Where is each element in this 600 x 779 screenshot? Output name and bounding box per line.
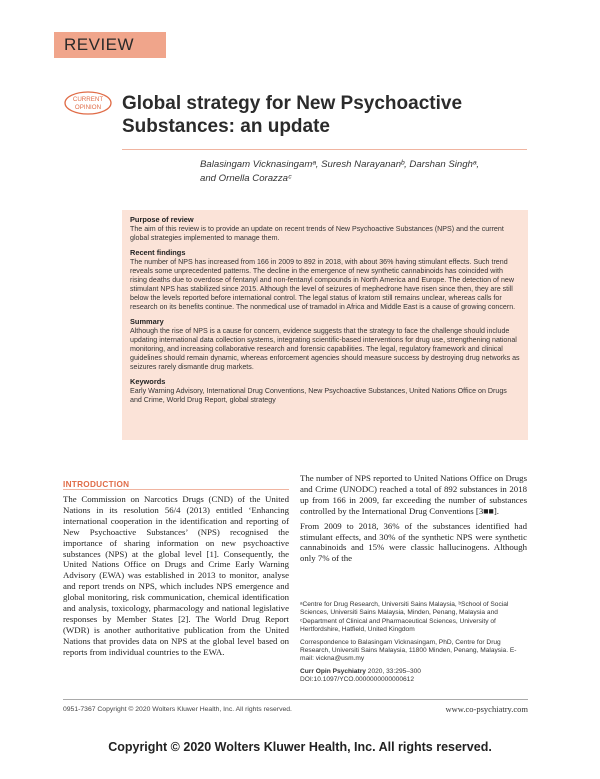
title-divider (122, 149, 527, 150)
summary-text: Although the rise of NPS is a cause for concern, evidence suggests that the strategy to face the challenge should include updating international data collection systems, integrating scientific-based interventions for drug use, strengthening national monitoring, and increasing collaborative research and forensic capabilities. The legal, regulatory framework and clinical guidelines should remain dynamic, whereas enforcement agencies should measure success by destroying drug networks as seizures rarely dismantle drug markets. (130, 327, 520, 371)
purpose-text: The aim of this review is to provide an update on recent trends of New Psychoactive Substances (NPS) and the current global strategies implemented to manage them. (130, 225, 504, 242)
logo-line2: OPINION (74, 104, 102, 111)
findings-text: The number of NPS has increased from 166 in 2009 to 892 in 2018, with about 36% having stimulant effects. Such trend reveals some unprecedented patterns. The decline in the emergence of new synthetic cannabinoids has coincided with rising deaths due to overdose of fentanyl and non-fentanyl compounds in North America and Europe. The detection of new stimulant NPS has stabilized since 2015. Although the level of seizures of mephedrone have risen since then, they are still below the levels reported before international control. The legal status of kratom still remains unclear, whereas calls for research on its benefits continue. The nonmedical use of tramadol in Africa and Middle East is a cause of growing concern. (130, 258, 516, 311)
body-column-right (300, 473, 527, 564)
intro-paragraph-1: The Commission on Narcotics Drugs (CND) of the United Nations in its resolution 56/4 (2013) entitled ‘Enhancing international cooperation in the identification and reporting of New Psychoactive Substances’ (NPS) recognised the importance of sharing information on new psychoactive substances (NPS) at the global level [1]. Consequently, the United Nations Office on Drugs and Crime Early Warning Advisory (EWA) was established in 2013 to monitor, analyse and report trends on NPS, which includes NPS emergence and global monitoring, risk communication, chemical identification and analysis, toxicology, pharmacology and national legislative responses by Member States [2]. The World Drug Report (WDR) is another authoritative publication from the United Nations that provides data on NPS at the global level based on reports from individual countries to the EWA. (63, 494, 289, 657)
footer-divider (63, 699, 528, 700)
authors-line-2: and Ornella Corazzaᶜ (200, 173, 292, 184)
journal-name: Curr Opin Psychiatry (300, 667, 366, 675)
findings-heading: Recent findings (130, 248, 186, 257)
affiliations-text: ᵃCentre for Drug Research, Universiti Sains Malaysia, ᵇSchool of Social Sciences, Universiti Sains Malaysia, Minden, Penang, Malaysia and ᶜDepartment of Clinical and Pharmaceutical Sciences, University of Hertfordshire, Hatfield, United Kingdom (300, 601, 509, 634)
affiliations-block (300, 601, 527, 685)
section-tag: REVIEW (54, 32, 166, 58)
journal-citation (300, 668, 527, 676)
intro-paragraph-3: From 2009 to 2018, 36% of the substances identified had stimulant effects, and 30% of the synthetic NPS were synthetic cannabinoids and 15% were classic hallucinogens. Although only 7% of the (300, 520, 527, 564)
author-list (200, 158, 520, 186)
purpose-heading: Purpose of review (130, 215, 194, 224)
authors-line-1: Balasingam Vicknasingamᵃ, Suresh Narayananᵇ, Darshan Singhᵃ, (200, 159, 479, 170)
footer-issn-copyright: 0951-7367 Copyright © 2020 Wolters Kluwer Health, Inc. All rights reserved. (63, 706, 292, 713)
correspondence-text: Correspondence to Balasingam Vicknasingam, PhD, Centre for Drug Research, Universiti Sains Malaysia, 11800 Minden, Penang, Malaysia. E-mail: vickna@usm.my (300, 638, 517, 663)
intro-paragraph-2: The number of NPS reported to United Nations Office on Drugs and Crime (UNODC) reached a total of 892 substances in 2018 up from 166 in 2009, far exceeding the number of substances controlled by the International Drug Conventions [3■■]. (300, 473, 527, 516)
footer-website-link[interactable]: www.co-psychiatry.com (445, 704, 528, 714)
introduction-divider (63, 489, 289, 490)
keywords-text: Early Warning Advisory, International Drug Conventions, New Psychoactive Substances, United Nations Office on Drugs and Crime, World Drug Report, global strategy (130, 387, 507, 404)
citation-details: 2020, 33:295–300 (365, 667, 421, 675)
keywords-heading: Keywords (130, 377, 166, 386)
introduction-heading: INTRODUCTION (63, 480, 130, 489)
article-title: Global strategy for New Psychoactive Substances: an update (122, 93, 463, 137)
body-column-left (63, 494, 289, 658)
doi-text: DOI:10.1097/YCO.0000000000000612 (300, 676, 415, 684)
summary-heading: Summary (130, 317, 164, 326)
current-opinion-logo (63, 90, 113, 116)
copyright-banner: Copyright © 2020 Wolters Kluwer Health, Inc. All rights reserved. (108, 740, 492, 754)
logo-line1: CURRENT (72, 96, 104, 103)
abstract-box (122, 210, 528, 440)
